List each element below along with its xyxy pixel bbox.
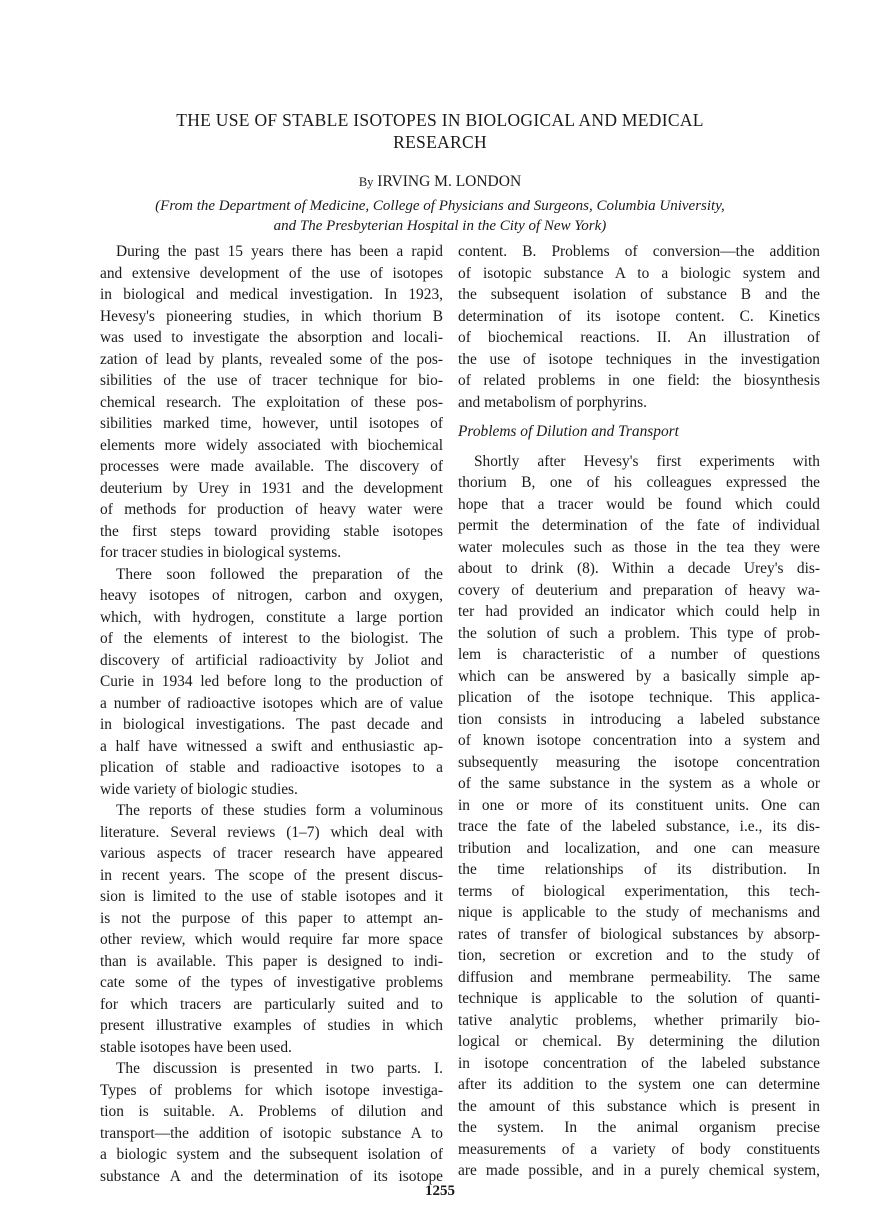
text-line: discovery of artificial radioactivity by Joliot and — [100, 651, 443, 669]
text-line: tion is suitable. A. Problems of dilution and — [100, 1103, 443, 1120]
right-column — [458, 241, 820, 1182]
text-line: permit the determination of the fate of individual — [458, 517, 820, 534]
text-line: Shortly after Hevesy's first experiments with — [474, 452, 820, 470]
text-line: subsequently measuring the isotope concentration — [458, 753, 820, 771]
text-line: During the past 15 years there has been a rapid — [116, 243, 443, 260]
text-line: substance A and the determination of its isotope — [100, 1167, 443, 1185]
text-line: deuterium by Urey in 1931 and the development — [100, 479, 443, 497]
text-line: other review, which would require far more space — [100, 931, 443, 948]
text-line: of related problems in one field: the biosynthesis — [458, 372, 820, 389]
text-line: in one or more of its constituent units. One can — [458, 796, 820, 814]
text-line: literature. Several reviews (1–7) which deal with — [100, 823, 443, 841]
text-line: content. B. Problems of conversion—the addition — [458, 243, 820, 260]
text-line: terms of biological experimentation, this tech- — [458, 882, 820, 900]
text-line: transport—the addition of isotopic substance A to — [100, 1124, 443, 1142]
text-line: rates of transfer of biological substances by absorp- — [458, 925, 820, 943]
article-title-line-2: RESEARCH — [393, 132, 487, 152]
page-number: 1255 — [425, 1183, 455, 1199]
text-line: various aspects of tracer research have appeared — [100, 845, 443, 862]
byline — [0, 172, 880, 192]
affiliation-line-1: (From the Department of Medicine, College of Physicians and Surgeons, Columbia University, — [155, 198, 725, 214]
text-line: water molecules such as those in the tea they were — [458, 538, 820, 556]
text-line: chemical research. The exploitation of these pos- — [100, 393, 443, 411]
text-line: ter had provided an indicator which could help in — [458, 603, 820, 620]
text-line: are made possible, and in a purely chemical system, — [458, 1162, 820, 1179]
text-line: the time relationships of its distribution. In — [458, 861, 820, 878]
text-line: in biological and medical investigation. In 1923, — [100, 286, 443, 303]
left-column — [100, 241, 443, 1187]
text-line: the system. In the animal organism precise — [458, 1119, 820, 1136]
text-line: The discussion is presented in two parts. I. — [116, 1060, 443, 1077]
byline-prefix: By — [358, 175, 374, 189]
text-line: Hevesy's pioneering studies, in which thorium B — [100, 307, 443, 325]
text-line: The reports of these studies form a voluminous — [116, 802, 443, 819]
text-line: trace the fate of the labeled substance, i.e., its dis- — [458, 818, 820, 835]
text-line: nique is applicable to the study of mechanisms and — [458, 904, 820, 921]
text-line: is not the purpose of this paper to attempt an- — [100, 909, 443, 927]
text-line: determination of its isotope content. C. Kinetics — [458, 307, 820, 325]
text-line: in isotope concentration of the labeled substance — [458, 1054, 820, 1072]
text-line: measurements of a variety of body constituents — [458, 1140, 820, 1158]
text-line: the first steps toward providing stable isotopes — [100, 522, 443, 540]
text-line: a half have witnessed a swift and enthusiastic ap- — [100, 737, 443, 755]
text-line: diffusion and membrane permeability. The same — [458, 968, 820, 986]
text-line: There soon followed the preparation of the — [116, 565, 443, 583]
text-line: which can be answered by a basically simple ap- — [458, 667, 820, 685]
paragraph — [100, 241, 443, 564]
text-line: stable isotopes have been used. — [100, 1038, 292, 1056]
text-line: sibilities marked time, however, until isotopes of — [100, 415, 443, 432]
text-line: elements more widely associated with biochemical — [100, 436, 443, 454]
text-line: of the elements of interest to the biologist. The — [100, 630, 443, 647]
text-line: and extensive development of the use of isotopes — [100, 264, 443, 282]
paragraph — [100, 564, 443, 801]
affiliation-line-2: and The Presbyterian Hospital in the City of New York) — [273, 218, 607, 234]
text-line: zation of lead by plants, revealed some of the pos- — [100, 350, 443, 368]
paragraph — [100, 800, 443, 1058]
affiliation — [0, 196, 880, 236]
text-line: plication of stable and radioactive isotopes to a — [100, 759, 443, 776]
text-line: in recent years. The scope of the present discus- — [100, 866, 443, 884]
text-line: technique is applicable to the solution of quanti- — [458, 990, 820, 1007]
text-line: after its addition to the system one can determine — [458, 1076, 820, 1093]
right-column-intro — [458, 241, 820, 413]
text-line: which, with hydrogen, constitute a large portion — [100, 608, 443, 626]
text-line: the use of isotope techniques in the investigation — [458, 350, 820, 368]
paragraph — [100, 1058, 443, 1187]
text-line: a number of radioactive isotopes which are of value — [100, 694, 443, 712]
text-line: tribution and localization, and one can measure — [458, 839, 820, 857]
text-line: heavy isotopes of nitrogen, carbon and oxygen, — [100, 587, 443, 604]
text-line: processes were made available. The discovery of — [100, 458, 443, 475]
text-line: was used to investigate the absorption and locali- — [100, 329, 443, 346]
text-line: of isotopic substance A to a biologic system and — [458, 264, 820, 282]
text-line: the subsequent isolation of substance B and the — [458, 286, 820, 303]
text-line: Types of problems for which isotope investiga- — [100, 1081, 443, 1099]
text-line: about to drink (8). Within a decade Urey's dis- — [458, 560, 820, 577]
text-line: covery of deuterium and preparation of heavy wa- — [458, 581, 820, 599]
text-line: tion consists in introducing a labeled substance — [458, 710, 820, 728]
text-line: of the same substance in the system as a whole or — [458, 775, 820, 792]
text-line: wide variety of biologic studies. — [100, 780, 298, 798]
text-line: than is available. This paper is designed to indi- — [100, 952, 443, 970]
text-line: thorium B, one of his colleagues expressed the — [458, 474, 820, 491]
author-name: IRVING M. LONDON — [377, 173, 522, 190]
text-line: logical or chemical. By determining the dilution — [458, 1033, 820, 1050]
text-line: for tracer studies in biological systems. — [100, 544, 342, 561]
article-title-line-1: THE USE OF STABLE ISOTOPES IN BIOLOGICAL AND MEDICAL — [176, 110, 704, 130]
text-line: sion is limited to the use of stable isotopes and it — [100, 888, 443, 905]
text-line: a biologic system and the subsequent isolation of — [100, 1146, 443, 1163]
text-line: hope that a tracer would be found which could — [458, 495, 820, 513]
text-line: the amount of this substance which is present in — [458, 1097, 820, 1115]
text-line: Curie in 1934 led before long to the production of — [100, 673, 443, 690]
text-line: lem is characteristic of a number of questions — [458, 646, 820, 663]
text-line: cate some of the types of investigative problems — [100, 974, 443, 991]
text-line: tative analytic problems, whether primarily bio- — [458, 1011, 820, 1029]
text-line: of methods for production of heavy water were — [100, 501, 443, 518]
text-line: sibilities of the use of tracer technique for bio- — [100, 372, 443, 389]
text-line: present illustrative examples of studies in which — [100, 1017, 443, 1034]
text-line: and metabolism of porphyrins. — [458, 393, 647, 411]
section-heading: Problems of Dilution and Transport — [458, 423, 679, 440]
text-line: of known isotope concentration into a system and — [458, 732, 820, 749]
text-line: of biochemical reactions. II. An illustration of — [458, 329, 820, 346]
text-line: in biological investigations. The past decade and — [100, 716, 443, 733]
text-line: plication of the isotope technique. This applica- — [458, 689, 820, 706]
text-line: for which tracers are particularly suited and to — [100, 995, 443, 1013]
text-line: tion, secretion or excretion and to the study of — [458, 947, 820, 964]
text-line: the solution of such a problem. This type of prob- — [458, 624, 820, 642]
right-column-body — [458, 451, 820, 1182]
